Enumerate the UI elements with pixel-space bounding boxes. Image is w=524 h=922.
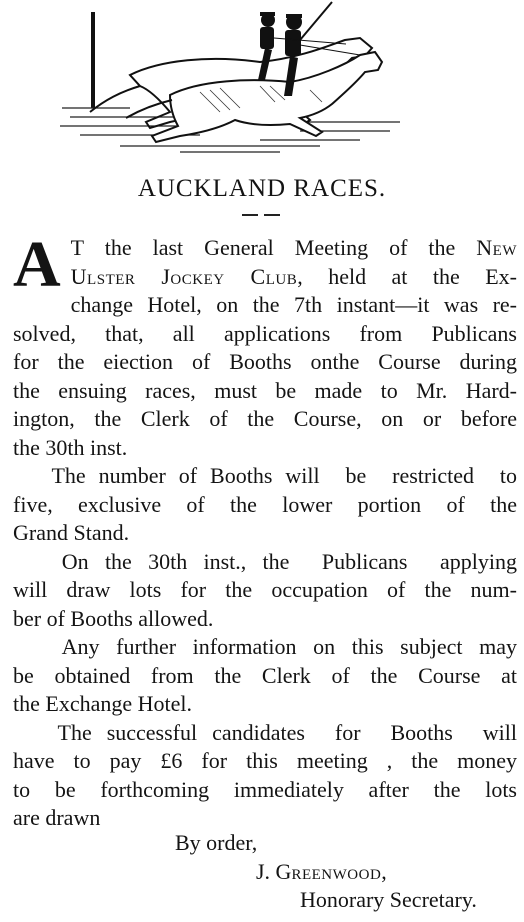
text-line: The number of Booths will be restricted to [13,463,517,488]
text-line: ington, the Clerk of the Course, on or before [13,406,517,431]
headline: AUCKLAND RACES. [137,175,387,202]
text-line: ber of Booths allowed. [13,605,214,631]
text-line: The successful candidates for Booths will [13,719,517,745]
text-line: to be forthcoming immediately after the lots [13,776,517,802]
divider-rule [242,214,258,216]
text-line: change Hotel, on the 7th instant—it was re- [70,292,517,317]
text-line: solved, that, all applications from Publicans [13,320,517,346]
text-line: be obtained from the Clerk of the Course at [13,662,517,688]
signatory-title: Honorary Secretary. [300,887,477,912]
text-line: T the last General Meeting of the New [70,235,517,260]
paragraph-4 [13,633,517,719]
text-line: Ulster Jockey Club, held at the Ex- [70,263,517,289]
divider-rule [264,214,280,216]
text-line: Any further information on this subject may [13,634,517,659]
notice-body [13,228,517,833]
by-order-line: By order, [175,830,258,855]
text-line: for the eiection of Booths onthe Course during [13,349,517,374]
paragraph-2 [13,462,517,548]
text-line: the ensuing races, must be made to Mr. Hard- [13,377,517,403]
text-line: will draw lots for the occupation of the num- [13,577,517,602]
text-line: On the 30th inst., the Publicans applying [13,548,517,574]
text-line: have to pay £6 for this meeting , the money [13,748,517,773]
paragraph-5 [13,719,517,833]
signatory-name: J. Greenwood, [256,859,387,884]
text-line: five, exclusive of the lower portion of the [13,491,517,517]
text-line: the Exchange Hotel. [13,691,192,716]
drop-cap: A [13,228,61,301]
racehorses-woodcut-icon [60,0,405,168]
text-line: the 30th inst. [13,434,128,460]
paragraph-1 [13,228,517,462]
text-line: Grand Stand. [13,520,130,545]
text-line: are drawn [13,805,101,830]
paragraph-3 [13,548,517,634]
